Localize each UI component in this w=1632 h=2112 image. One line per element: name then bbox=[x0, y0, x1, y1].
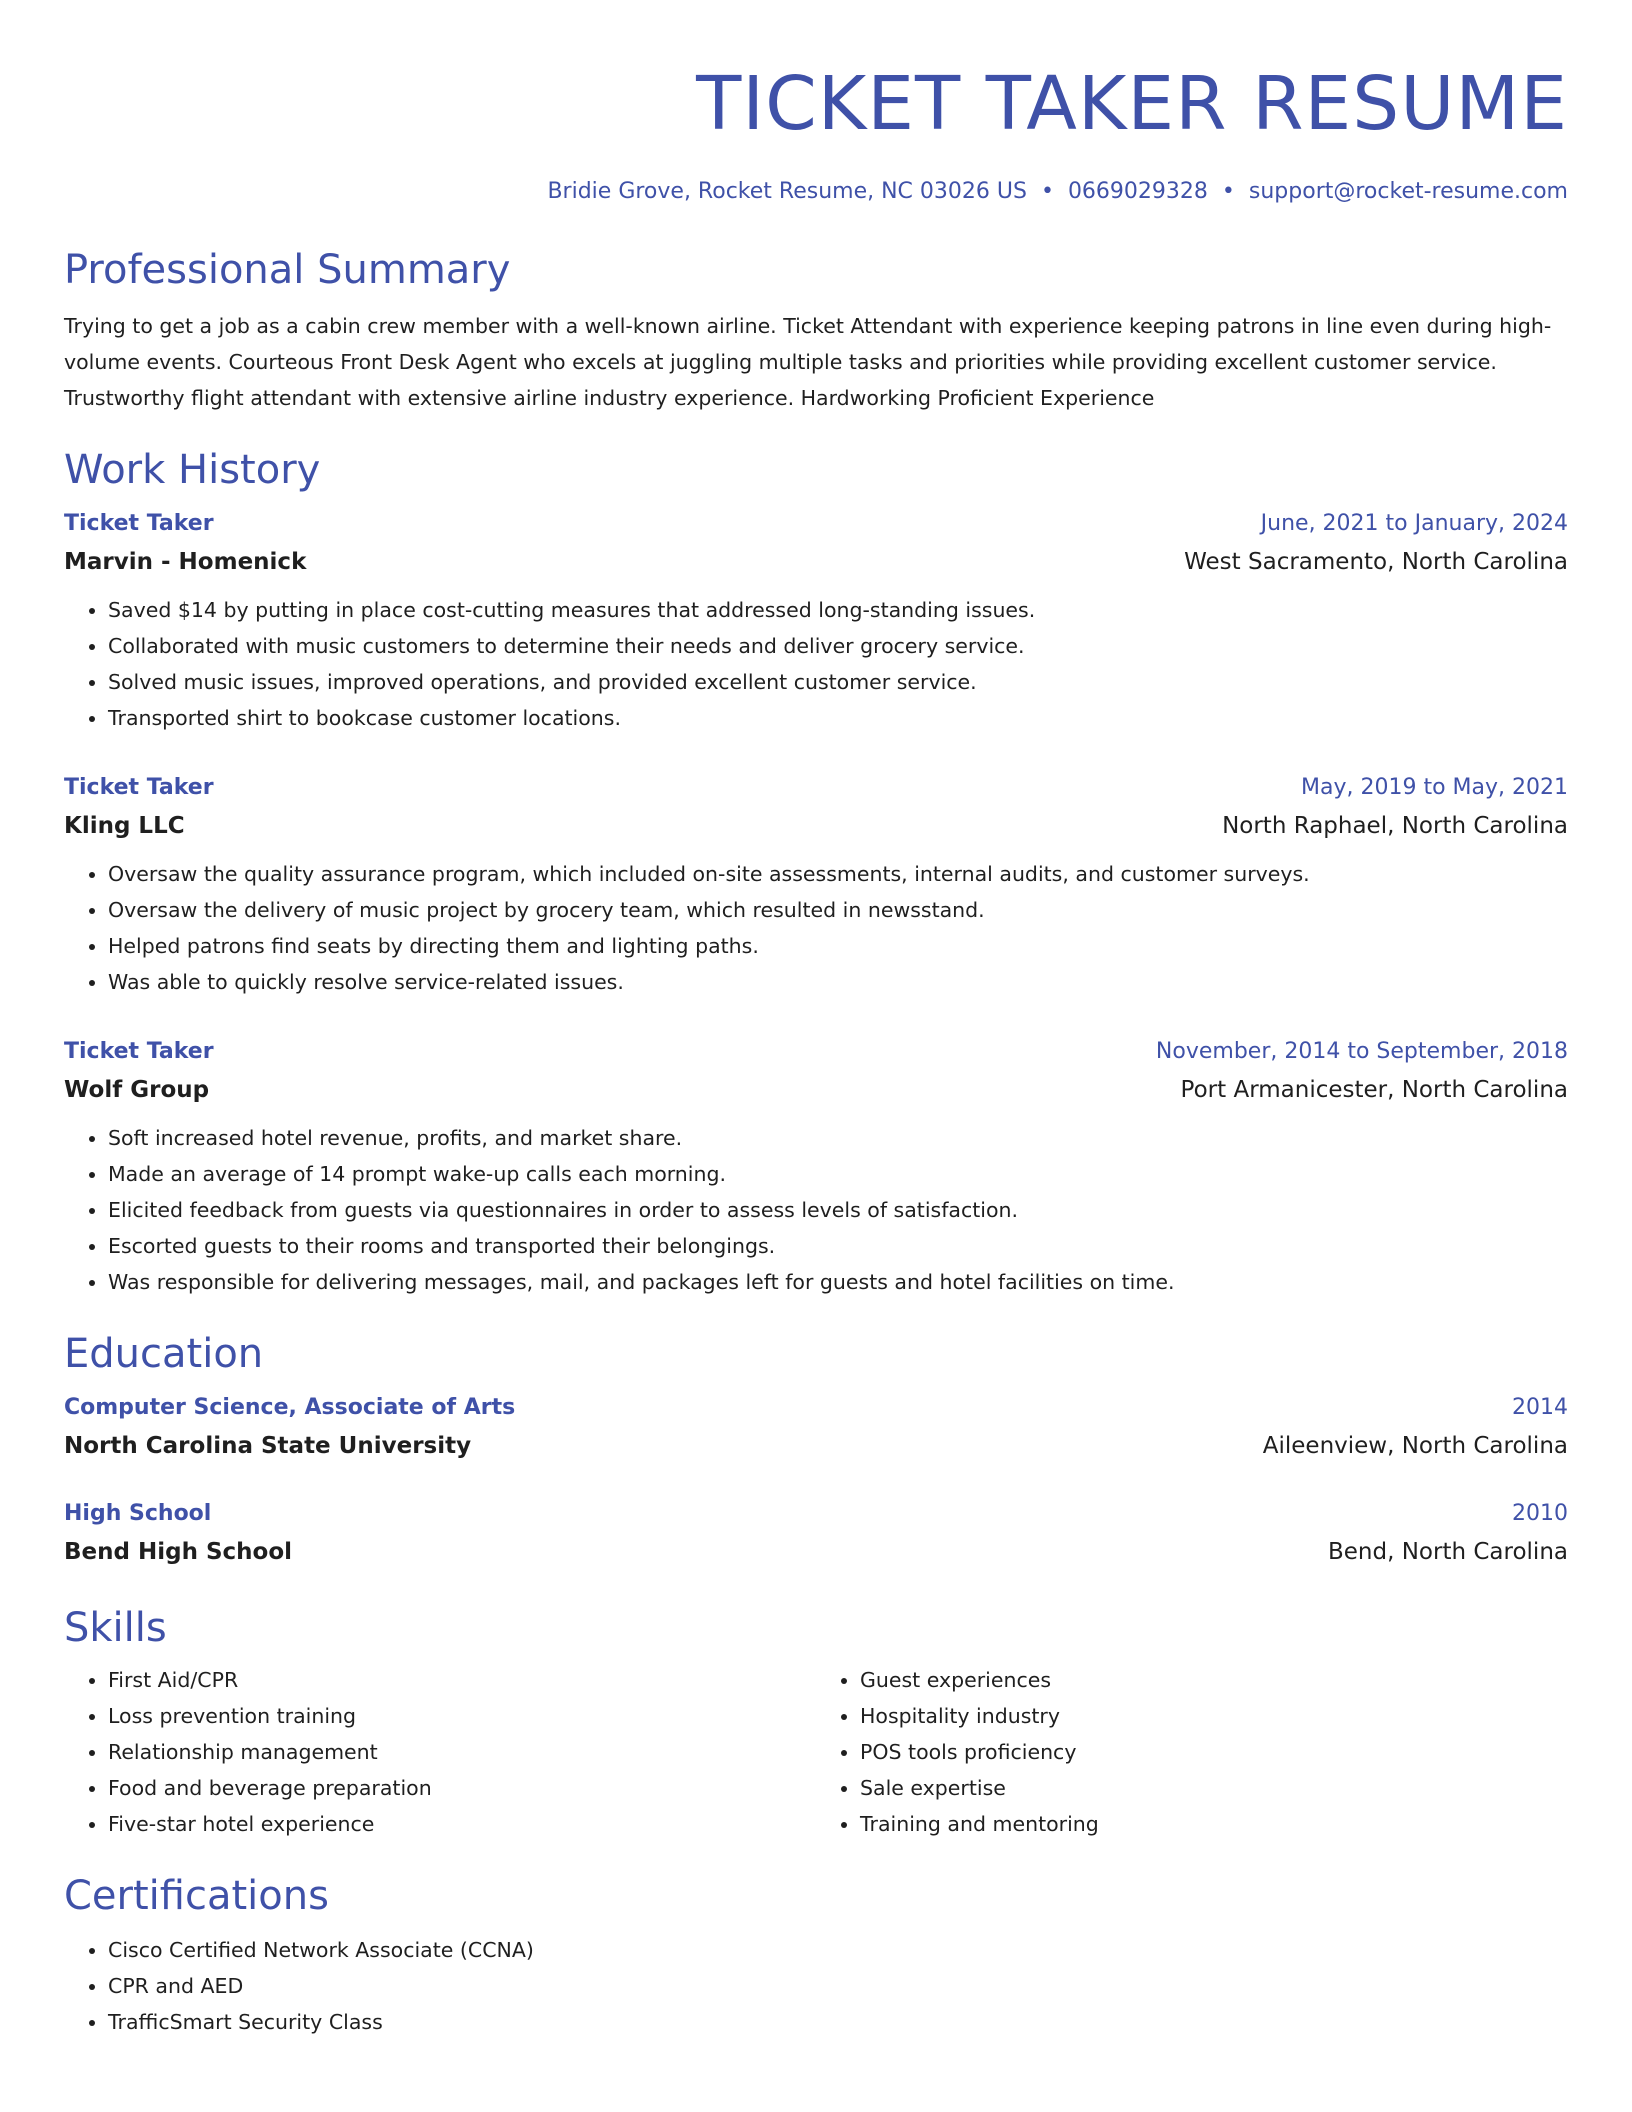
contact-email: support@rocket-resume.com bbox=[1248, 179, 1568, 204]
skill-item: • First Aid/CPR bbox=[108, 1662, 816, 1698]
job-bullet: • Oversaw the delivery of music project by grocery team, which resulted in newsstand. bbox=[108, 892, 1568, 928]
contact-separator: • bbox=[1221, 179, 1235, 204]
contact-line bbox=[64, 176, 1568, 208]
skills-columns bbox=[64, 1662, 1568, 1842]
certification-item: • TrafficSmart Security Class bbox=[108, 2004, 1568, 2040]
summary-text: Trying to get a job as a cabin crew member with a well-known airline. Ticket Attendant with experience keeping patrons in line even during high-volume events. Courteous Front Desk Agent who excels at juggling multiple tasks and priorities while providing excellent customer service. Trustworthy flight attendant with extensive airline industry experience. Hardworking Proficient Experience bbox=[64, 314, 1552, 410]
skills-heading: Skills bbox=[64, 1605, 167, 1651]
education-entry bbox=[64, 1496, 1568, 1572]
job-bullet: • Made an average of 14 prompt wake-up calls each morning. bbox=[108, 1156, 1568, 1192]
skill-item: • Food and beverage preparation bbox=[108, 1770, 816, 1806]
education-degree: Computer Science, Associate of Arts bbox=[64, 1395, 516, 1420]
certifications-list bbox=[64, 1932, 1568, 2040]
job-bullet: • Saved $14 by putting in place cost-cutting measures that addressed long-standing issues. bbox=[108, 592, 1568, 628]
education-school: North Carolina State University bbox=[64, 1433, 472, 1459]
job-bullet: • Was able to quickly resolve service-related issues. bbox=[108, 964, 1568, 1000]
skill-item: • Five-star hotel experience bbox=[108, 1806, 816, 1842]
skill-item: • Sale expertise bbox=[860, 1770, 1568, 1806]
job-location: West Sacramento, North Carolina bbox=[1184, 549, 1568, 575]
skill-item: • Hospitality industry bbox=[860, 1698, 1568, 1734]
education-location: Bend, North Carolina bbox=[1328, 1539, 1568, 1565]
education-entry bbox=[64, 1390, 1568, 1466]
education-heading: Education bbox=[64, 1331, 264, 1377]
education-degree: High School bbox=[64, 1501, 212, 1526]
skills-list-right bbox=[816, 1662, 1568, 1842]
job-dates: November, 2014 to September, 2018 bbox=[1155, 1039, 1568, 1064]
job-bullet: • Transported shirt to bookcase customer locations. bbox=[108, 700, 1568, 736]
job-bullet: • Oversaw the quality assurance program, which included on-site assessments, internal audits, and customer surveys. bbox=[108, 856, 1568, 892]
skill-item: • Relationship management bbox=[108, 1734, 816, 1770]
job-location: Port Armanicester, North Carolina bbox=[1180, 1077, 1568, 1103]
job-bullet: • Solved music issues, improved operations, and provided excellent customer service. bbox=[108, 664, 1568, 700]
job-bullet: • Was responsible for delivering messages, mail, and packages left for guests and hotel facilities on time. bbox=[108, 1264, 1568, 1300]
job-location: North Raphael, North Carolina bbox=[1222, 813, 1568, 839]
job-title: Ticket Taker bbox=[64, 511, 214, 536]
job-company: Wolf Group bbox=[64, 1077, 210, 1103]
job-company: Kling LLC bbox=[64, 813, 185, 839]
skill-item: • Loss prevention training bbox=[108, 1698, 816, 1734]
education-year: 2014 bbox=[1512, 1395, 1568, 1420]
job-dates: May, 2019 to May, 2021 bbox=[1301, 775, 1568, 800]
certification-item: • Cisco Certified Network Associate (CCNA) bbox=[108, 1932, 1568, 1968]
job-company: Marvin - Homenick bbox=[64, 549, 307, 575]
education-year: 2010 bbox=[1512, 1501, 1568, 1526]
job-dates: June, 2021 to January, 2024 bbox=[1260, 511, 1568, 536]
job-bullet: • Elicited feedback from guests via questionnaires in order to assess levels of satisfaction. bbox=[108, 1192, 1568, 1228]
education-location: Aileenview, North Carolina bbox=[1262, 1433, 1568, 1459]
skills-list-left bbox=[64, 1662, 816, 1842]
job-bullet: • Soft increased hotel revenue, profits, and market share. bbox=[108, 1120, 1568, 1156]
education-school: Bend High School bbox=[64, 1539, 293, 1565]
job-title: Ticket Taker bbox=[64, 1039, 214, 1064]
contact-separator: • bbox=[1040, 179, 1054, 204]
skill-item: • POS tools proficiency bbox=[860, 1734, 1568, 1770]
certifications-heading: Certifications bbox=[64, 1873, 329, 1919]
certification-item: • CPR and AED bbox=[108, 1968, 1568, 2004]
job-bullet: • Helped patrons find seats by directing them and lighting paths. bbox=[108, 928, 1568, 964]
job-entry bbox=[64, 506, 1568, 736]
summary-heading: Professional Summary bbox=[64, 247, 511, 293]
job-bullet: • Collaborated with music customers to determine their needs and deliver grocery service. bbox=[108, 628, 1568, 664]
work-history-heading: Work History bbox=[64, 447, 321, 493]
resume-title: TICKET TAKER RESUME bbox=[696, 61, 1568, 147]
contact-phone: 0669029328 bbox=[1067, 179, 1208, 204]
skill-item: • Guest experiences bbox=[860, 1662, 1568, 1698]
job-bullets bbox=[64, 1120, 1568, 1300]
job-bullets bbox=[64, 592, 1568, 736]
job-title: Ticket Taker bbox=[64, 775, 214, 800]
job-bullet: • Escorted guests to their rooms and transported their belongings. bbox=[108, 1228, 1568, 1264]
job-bullets bbox=[64, 856, 1568, 1000]
job-entry bbox=[64, 1034, 1568, 1300]
contact-address: Bridie Grove, Rocket Resume, NC 03026 US bbox=[547, 179, 1027, 204]
skill-item: • Training and mentoring bbox=[860, 1806, 1568, 1842]
job-entry bbox=[64, 770, 1568, 1000]
